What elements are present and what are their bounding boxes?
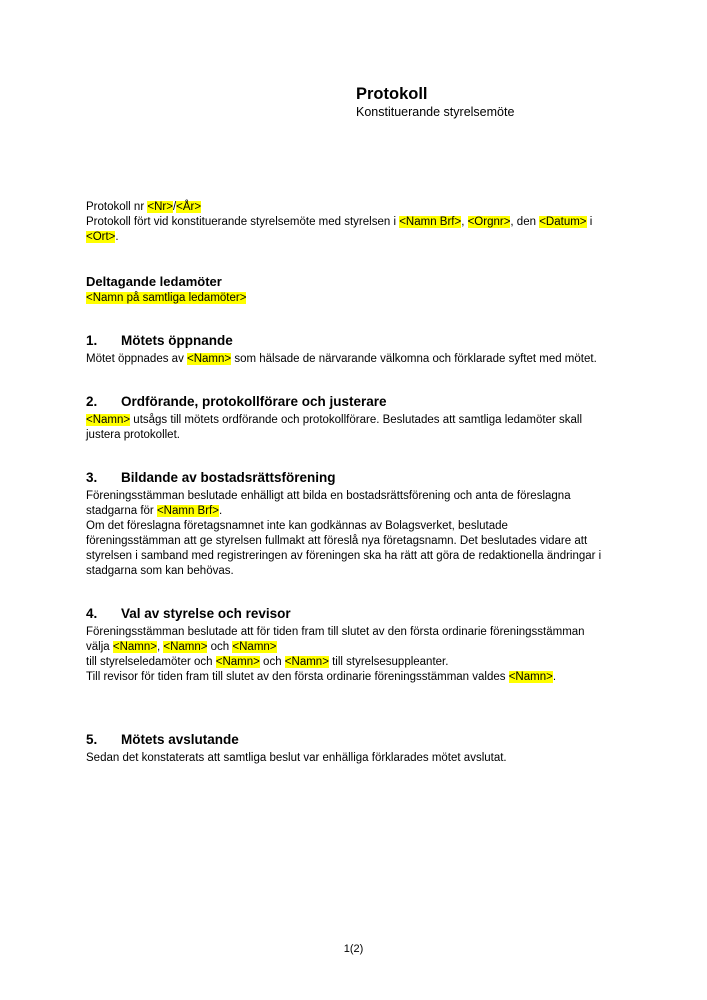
section-paragraph: Föreningsstämman beslutade att för tiden fram till slutet av den första ordinarie föreningsstämman välja <Namn>, <Namn> och <Namn> till styrelseledamöter och <Namn> och <Namn> till styrelsesuppleanter. [86,626,585,668]
numbered-section [86,332,646,367]
placeholder-highlight: <Namn Brf> [156,505,219,517]
placeholder-highlight: <År> [176,201,202,213]
section-heading [86,605,646,623]
document-title-block [356,84,514,120]
section-number: 2. [86,394,98,409]
section-paragraph: Mötet öppnades av <Namn> som hälsade de närvarande välkomna och förklarade syftet med mötet. [86,353,597,365]
protocol-intro-paragraph: Protokoll fört vid konstituerande styrelsemöte med styrelsen i <Namn Brf>, <Orgnr>, den <Datum> i <Ort>. [86,216,593,243]
numbered-section [86,469,646,579]
section-paragraph: <Namn> utsågs till mötets ordförande och protokollförare. Beslutades att samtliga ledamöter skall justera protokollet. [86,414,583,441]
document-subtitle: Konstituerande styrelsemöte [356,105,515,119]
numbered-section [86,393,646,443]
page-number: 1(2) [343,943,364,955]
section-title: Mötets avslutande [121,732,239,747]
placeholder-highlight: <Namn på samtliga ledamöter> [86,292,247,304]
section-heading [86,393,646,411]
protocol-number-line: Protokoll nr <Nr>/<År> [86,201,202,213]
section-title: Bildande av bostadsrättsförening [121,470,336,485]
section-paragraph: Om det föreslagna företagsnamnet inte kan godkännas av Bolagsverket, beslutade föreningsstämman att ge styrelsen fullmakt att föreslå nya företagsnamn. Det beslutades vidare att styrelsen i samband med registreringen av föreningen ska ha rätt att göra de redaktionella ändringar i stadgarna som kan behövas. [86,520,602,577]
section-number: 1. [86,333,98,348]
section-heading [86,332,646,350]
document-body [86,200,646,766]
placeholder-highlight: <Namn> [215,656,260,668]
section-number: 5. [86,732,98,747]
document-title: Protokoll [356,85,428,103]
numbered-section [86,731,646,766]
placeholder-highlight: <Namn> [86,414,131,426]
placeholder-highlight: <Namn> [163,641,208,653]
section-heading [86,469,646,487]
section-title: Val av styrelse och revisor [121,606,291,621]
placeholder-highlight: <Namn> [508,671,553,683]
numbered-section [86,605,646,685]
placeholder-highlight: <Namn> [232,641,277,653]
placeholder-highlight: <Orgnr> [467,216,511,228]
section-paragraph: Föreningsstämman beslutade enhälligt att bilda en bostadsrättsförening och anta de föreslagna stadgarna för <Namn Brf>. [86,490,571,517]
section-number: 4. [86,606,98,621]
numbered-sections-container [86,332,646,766]
placeholder-highlight: <Namn> [187,353,232,365]
section-title: Ordförande, protokollförare och justerare [121,394,387,409]
participants-heading: Deltagande ledamöter [86,274,222,289]
placeholder-highlight: <Namn> [112,641,157,653]
placeholder-highlight: <Ort> [86,231,116,243]
section-paragraph: Till revisor för tiden fram till slutet av den första ordinarie föreningsstämman valdes <Namn>. [86,671,557,683]
participants-placeholder-line [86,291,646,306]
placeholder-highlight: <Nr> [147,201,173,213]
section-paragraph: Sedan det konstaterats att samtliga beslut var enhälliga förklarades mötet avslutat. [86,752,507,764]
placeholder-highlight: <Namn> [284,656,329,668]
placeholder-highlight: <Datum> [539,216,587,228]
section-title: Mötets öppnande [121,333,233,348]
placeholder-highlight: <Namn Brf> [399,216,462,228]
section-heading [86,731,646,749]
section-number: 3. [86,470,98,485]
